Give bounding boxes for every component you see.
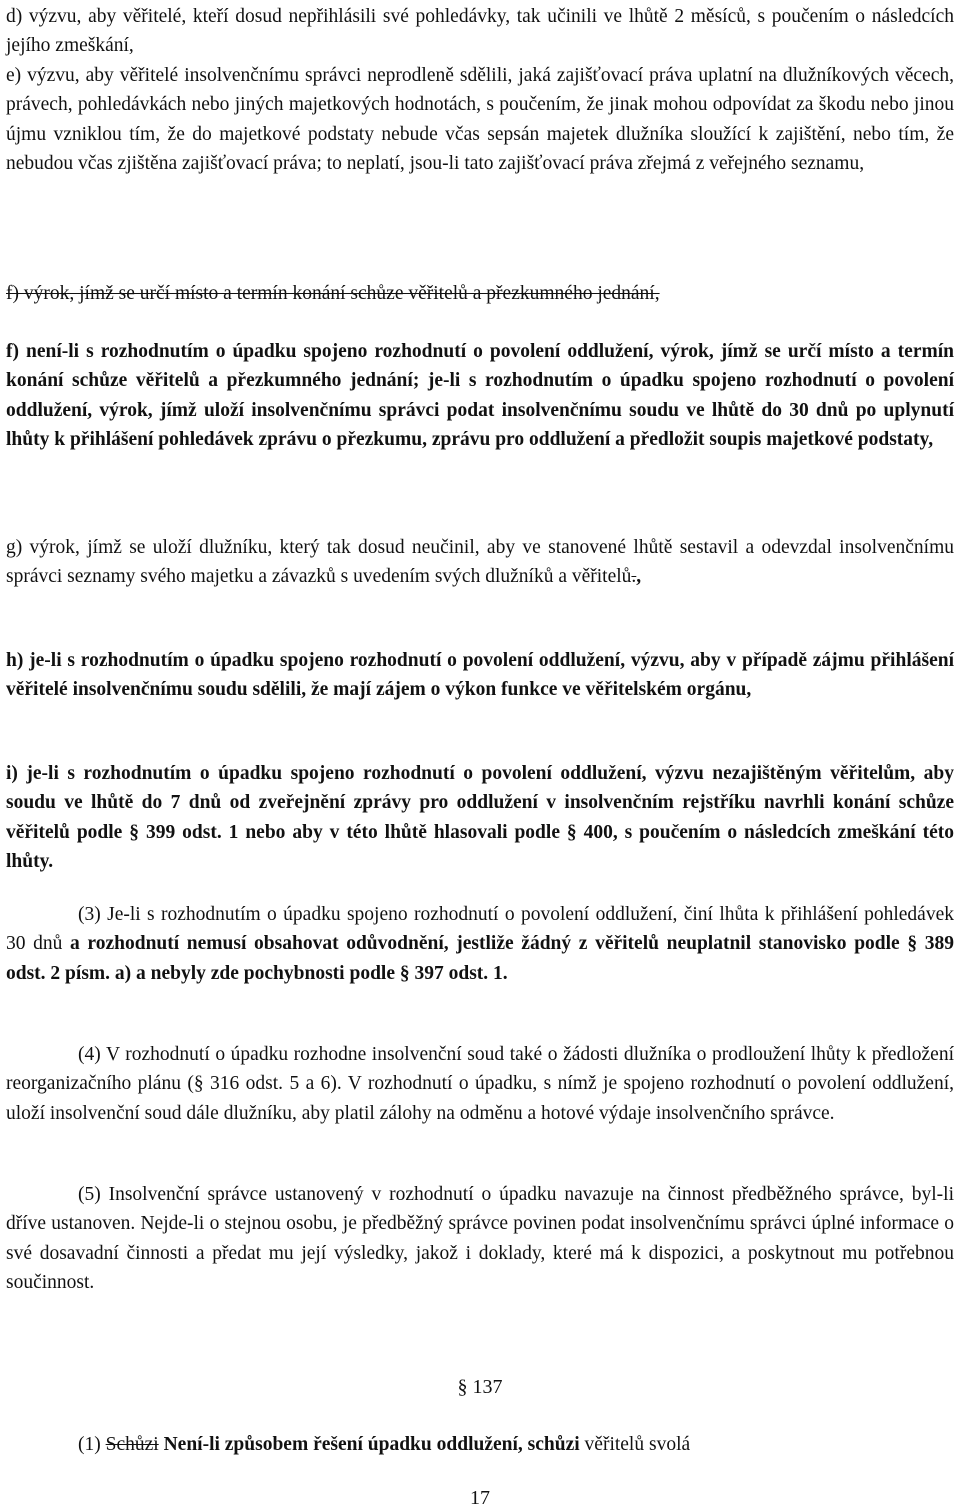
- paragraph-e: e) výzvu, aby věřitelé insolvenčnímu správci neprodleně sdělili, jaká zajišťovací práva uplatní na dlužníkových věcech, právech, pohledávkách nebo jiných majetkových hodnotách, s poučením, že jinak mohou odpovídat za škodu nebo jinou újmu vzniklou tím, že do majetkové podstaty nebude včas sepsán majetek dlužníka sloužící k zajištění, nebo tím, že nebudou včas zjištěna zajišťovací práva; to neplatí, jsou-li tato zajišťovací práva zřejmá z veřejného seznamu,: [6, 65, 954, 174]
- paragraph-3-bold: a rozhodnutí nemusí obsahovat odůvodnění, jestliže žádný z věřitelů neuplatnil stanovisko podle § 389 odst. 2 písm. a) a nebyly zde pochybnosti podle § 397 odst. 1.: [6, 933, 954, 984]
- paragraph-137-rest: věřitelů svolá: [579, 1434, 691, 1455]
- paragraph-f-new: f) není-li s rozhodnutím o úpadku spojeno rozhodnutí o povolení oddlužení, výrok, jímž se určí místo a termín konání schůze věřitelů a přezkumného jednání; je-li s rozhodnutím o úpadku spojeno rozhodnutí o povolení oddlužení, výrok, jímž uloží insolvenčnímu správci podat insolvenčnímu soudu ve lhůtě do 30 dnů po uplynutí lhůty k přihlášení pohledávek zprávu o přezkumu, zprávu pro oddlužení a předložit soupis majetkové podstaty,: [6, 341, 954, 450]
- paragraph-g-text: g) výrok, jímž se uloží dlužníku, který tak dosud neučinil, aby ve stanovené lhůtě sestavil a odevzdal insolvenčnímu správci seznamy svého majetku a závazků s uvedením svých dlužníků a věřitelů: [6, 537, 954, 588]
- section-heading: § 137: [457, 1376, 503, 1398]
- paragraph-3-plain: (3) Je-li s rozhodnutím o úpadku spojeno rozhodnutí o povolení oddlužení, činí lhůta k přihlášení pohledávek 30 dnů: [6, 904, 954, 955]
- paragraph-h: h) je-li s rozhodnutím o úpadku spojeno rozhodnutí o povolení oddlužení, výzvu, aby v případě zájmu přihlášení věřitelé insolvenčnímu soudu sdělili, že mají zájem o výkon funkce ve věřitelském orgánu,: [6, 650, 954, 701]
- paragraph-4: (4) V rozhodnutí o úpadku rozhodne insolvenční soud také o žádosti dlužníka o prodloužení lhůty k předložení reorganizačního plánu (§ 316 odst. 5 a 6). V rozhodnutí o úpadku, s nímž je spojeno rozhodnutí o povolení oddlužení, uloží insolvenční soud dále dlužníku, aby platil zálohy na odměnu a hotové výdaje insolvenčního správce.: [6, 1044, 954, 1124]
- page-number: 17: [470, 1487, 490, 1509]
- paragraph-137-struck: Schůzi: [105, 1434, 159, 1455]
- paragraph-g-comma: ,: [636, 566, 642, 588]
- paragraph-137-prefix: (1): [78, 1434, 106, 1455]
- paragraph-g: [6, 533, 954, 592]
- paragraph-3: [6, 900, 954, 988]
- paragraph-5: (5) Insolvenční správce ustanovený v rozhodnutí o úpadku navazuje na činnost předběžného správce, byl-li dříve ustanoven. Nejde-li o stejnou osobu, je předběžný správce povinen podat insolvenčnímu správci úplné informace o své dosavadní činnosti a předat mu její výsledky, jakož i doklady, které má k dispozici, a poskytnout mu potřebnou součinnost.: [6, 1184, 954, 1293]
- paragraph-d: d) výzvu, aby věřitelé, kteří dosud nepřihlásili své pohledávky, tak učinili ve lhůtě 2 měsíců, s poučením o následcích jejího zmeškání,: [6, 6, 954, 57]
- paragraph-f-struck: f) výrok, jímž se určí místo a termín konání schůze věřitelů a přezkumného jednání,: [6, 283, 660, 304]
- paragraph-137-1: [6, 1430, 954, 1459]
- paragraph-137-bold: Není-li způsobem řešení úpadku oddlužení, schůzi: [158, 1434, 580, 1455]
- paragraph-g-struck-period: .: [631, 566, 637, 588]
- paragraph-i: i) je-li s rozhodnutím o úpadku spojeno rozhodnutí o povolení oddlužení, výzvu nezajištěným věřitelům, aby soudu ve lhůtě do 7 dnů od zveřejnění zprávy pro oddlužení v insolvenčním rejstříku navrhli konání schůze věřitelů podle § 399 odst. 1 nebo aby v této lhůtě hlasovali podle § 400, s poučením o následcích zmeškání této lhůty.: [6, 763, 954, 872]
